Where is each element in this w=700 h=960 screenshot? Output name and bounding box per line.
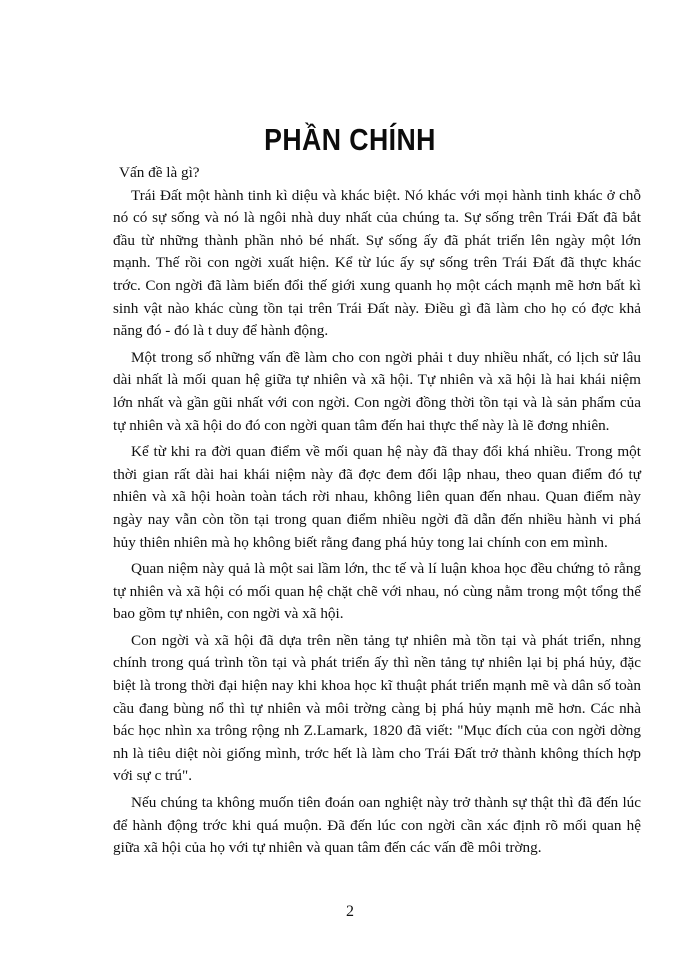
paragraph-4: Quan niệm này quả là một sai lầm lớn, thc tế và lí luận khoa học đều chứng tỏ rằng tự nhiên và xã hội có mối quan hệ chặt chẽ với nhau, nó cùng nằm trong một tổng thể bao gồm tự nhiên, con ngời và xã hội.: [113, 560, 641, 623]
page-title: PHẦN CHÍNH: [264, 122, 436, 157]
paragraph-6: Nếu chúng ta không muốn tiên đoán oan nghiệt này trở thành sự thật thì đã đến lúc để hành động trớc khi quá muộn. Đã đến lúc con ngời cần xác định rõ mối quan hệ giữa xã hội của họ với tự nhiên và quan tâm đến các vấn đề môi trờng.: [113, 794, 641, 857]
paragraph-1: Trái Đất một hành tinh kì diệu và khác biệt. Nó khác với mọi hành tinh khác ở chỗ nó có sự sống và nó là ngôi nhà duy nhất của chúng ta. Sự sống trên Trái Đất đã bắt đầu từ những thành phần nhỏ bé nhất. Sự sống ấy đã phát triển lên ngày một lớn mạnh. Thế rồi con ngời xuất hiện. Kể từ lúc ấy sự sống trên Trái Đất đã thực khác trớc. Con ngời đã làm biến đổi thế giới xung quanh họ một cách mạnh mẽ hơn bất kì sinh vật nào khác cùng tồn tại trên Trái Đất này. Điều gì đã làm cho họ có đợc khả năng đó - đó là t duy để hành động.: [113, 186, 641, 340]
paragraph-2: Một trong số những vấn đề làm cho con ngời phải t duy nhiều nhất, có lịch sử lâu dài nhất là mối quan hệ giữa tự nhiên và xã hội. Tự nhiên và xã hội là hai khái niệm lớn nhất và gần gũi nhất với con ngời. Con ngời đồng thời tồn tại và là sản phẩm của tự nhiên và xã hội do đó con ngời quan tâm đến hai thực thể này là lẽ đơng nhiên.: [113, 348, 641, 434]
body-text: [113, 162, 641, 860]
page-number: 2: [346, 903, 354, 920]
question-line: Vấn đề là gì?: [119, 164, 200, 181]
paragraph-5: Con ngời và xã hội đã dựa trên nền tảng tự nhiên mà tồn tại và phát triển, nhng chính trong quá trình tồn tại và phát triển ấy thì nền tảng tự nhiên lại bị phá hủy, đặc biệt là trong thời đại hiện nay khi khoa học kĩ thuật phát triển mạnh mẽ và dân số toàn cầu đang bùng nổ thì tự nhiên và môi trờng càng bị phá hủy mạnh mẽ hơn. Các nhà bác học nhìn xa trông rộng nh Z.Lamark, 1820 đã viết: "Mục đích của con ngời dờng nh là tiêu diệt nòi giống mình, trớc hết là làm cho Trái Đất trở thành không thích hợp với sự c trú".: [113, 631, 641, 785]
paragraph-3: Kể từ khi ra đời quan điểm về mối quan hệ này đã thay đổi khá nhiều. Trong một thời gian rất dài hai khái niệm này đã đợc đem đối lập nhau, theo quan điểm đó tự nhiên và xã hội hoàn toàn tách rời nhau, không liên quan đến nhau. Quan điểm này ngày nay vẫn còn tồn tại trong quan điểm nhiều ngời đã dẫn đến nhiều hành vi phá hủy thiên nhiên mà họ không biết rằng đang phá hủy tong lai chính con em mình.: [113, 443, 641, 551]
